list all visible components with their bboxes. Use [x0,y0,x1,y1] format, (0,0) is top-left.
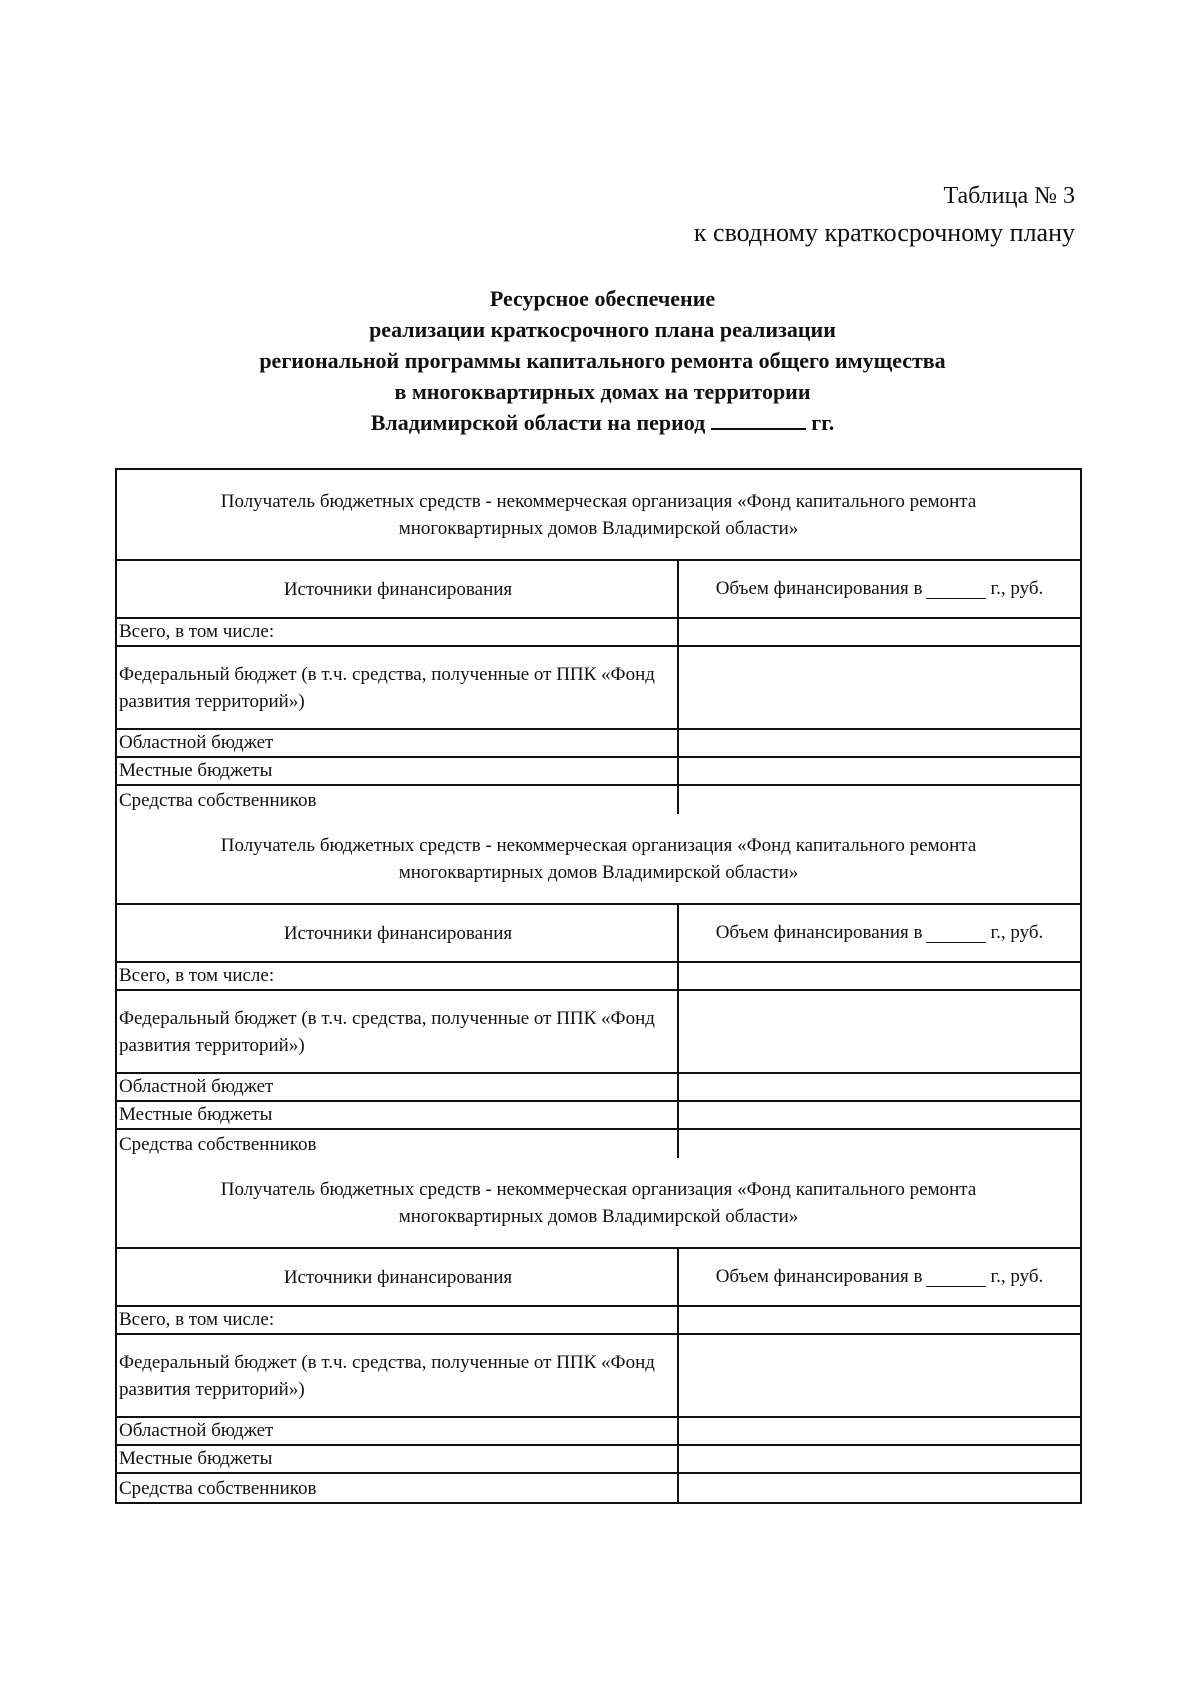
table-header-row [117,1249,1080,1307]
col-header-volume-unit: г., руб. [990,578,1044,599]
col-header-volume-text: Объем финансирования в [715,578,923,599]
recipient-heading: Получатель бюджетных средств - некоммерческая организация «Фонд капитального ремонта многоквартирных домов Владимирской области» [117,1158,1080,1249]
row-value-cell [679,647,1080,728]
table-row [117,1074,1080,1102]
appendix-reference: к сводному краткосрочному плану [693,218,1075,247]
table-row [117,1307,1080,1335]
col-header-volume-text: Объем финансирования в [715,922,923,943]
col-header-sources: Источники финансирования [117,1249,679,1305]
table-number: Таблица № 3 [943,183,1075,209]
table-row [117,1335,1080,1418]
col-header-volume-unit: г., руб. [990,1266,1044,1287]
recipient-heading: Получатель бюджетных средств - некоммерческая организация «Фонд капитального ремонта многоквартирных домов Владимирской области» [117,814,1080,905]
recipient-block-3 [115,1158,1082,1504]
row-value-cell [679,1074,1080,1100]
row-label-regional: Областной бюджет [117,730,679,756]
table-row [117,758,1080,786]
row-label-federal: Федеральный бюджет (в т.ч. средства, полученные от ППК «Фонд развития территорий») [117,647,679,728]
title-line-1: Ресурсное обеспечение [489,286,716,311]
row-label-total: Всего, в том числе: [117,619,679,645]
recipient-block-1 [115,468,1082,814]
title-line-5 [120,407,1085,438]
row-label-local: Местные бюджеты [117,758,679,784]
row-label-regional: Областной бюджет [117,1418,679,1444]
col-header-volume [679,905,1080,961]
year-blank [926,1268,986,1287]
recipient-heading: Получатель бюджетных средств - некоммерческая организация «Фонд капитального ремонта многоквартирных домов Владимирской области» [117,470,1080,561]
table-row [117,991,1080,1074]
row-value-cell [679,1474,1080,1502]
row-value-cell [679,730,1080,756]
table-row [117,730,1080,758]
row-label-local: Местные бюджеты [117,1446,679,1472]
table-row [117,1418,1080,1446]
col-header-volume [679,561,1080,617]
table-row [117,1446,1080,1474]
col-header-volume-unit: г., руб. [990,922,1044,943]
row-value-cell [679,786,1080,814]
row-label-federal: Федеральный бюджет (в т.ч. средства, полученные от ППК «Фонд развития территорий») [117,1335,679,1416]
row-value-cell [679,1102,1080,1128]
row-label-owners: Средства собственников [117,1474,679,1502]
title-line-3: региональной программы капитального ремонта общего имущества [259,348,946,373]
row-value-cell [679,963,1080,989]
table-header-row [117,905,1080,963]
row-label-total: Всего, в том числе: [117,963,679,989]
resource-table [115,468,1082,1504]
row-label-total: Всего, в том числе: [117,1307,679,1333]
row-value-cell [679,1307,1080,1333]
row-label-owners: Средства собственников [117,786,679,814]
col-header-sources: Источники финансирования [117,561,679,617]
table-row [117,963,1080,991]
col-header-volume-text: Объем финансирования в [715,1266,923,1287]
row-value-cell [679,1335,1080,1416]
row-label-regional: Областной бюджет [117,1074,679,1100]
table-row [117,1130,1080,1158]
row-value-cell [679,758,1080,784]
row-label-federal: Федеральный бюджет (в т.ч. средства, полученные от ППК «Фонд развития территорий») [117,991,679,1072]
title-line-4: в многоквартирных домах на территории [394,379,811,404]
row-value-cell [679,1130,1080,1158]
row-value-cell [679,991,1080,1072]
row-value-cell [679,619,1080,645]
row-label-owners: Средства собственников [117,1130,679,1158]
period-blank [711,408,806,430]
recipient-block-2 [115,814,1082,1158]
title-line-5-suffix: гг. [811,410,835,435]
table-row [117,786,1080,814]
row-label-local: Местные бюджеты [117,1102,679,1128]
table-row [117,1102,1080,1130]
row-value-cell [679,1418,1080,1444]
table-header-row [117,561,1080,619]
title-line-2: реализации краткосрочного плана реализации [369,317,836,342]
col-header-volume [679,1249,1080,1305]
document-title [120,283,1085,438]
year-blank [926,580,986,599]
table-row [117,619,1080,647]
table-row [117,1474,1080,1502]
row-value-cell [679,1446,1080,1472]
title-line-5-text: Владимирской области на период [370,410,706,435]
col-header-sources: Источники финансирования [117,905,679,961]
table-row [117,647,1080,730]
year-blank [926,924,986,943]
